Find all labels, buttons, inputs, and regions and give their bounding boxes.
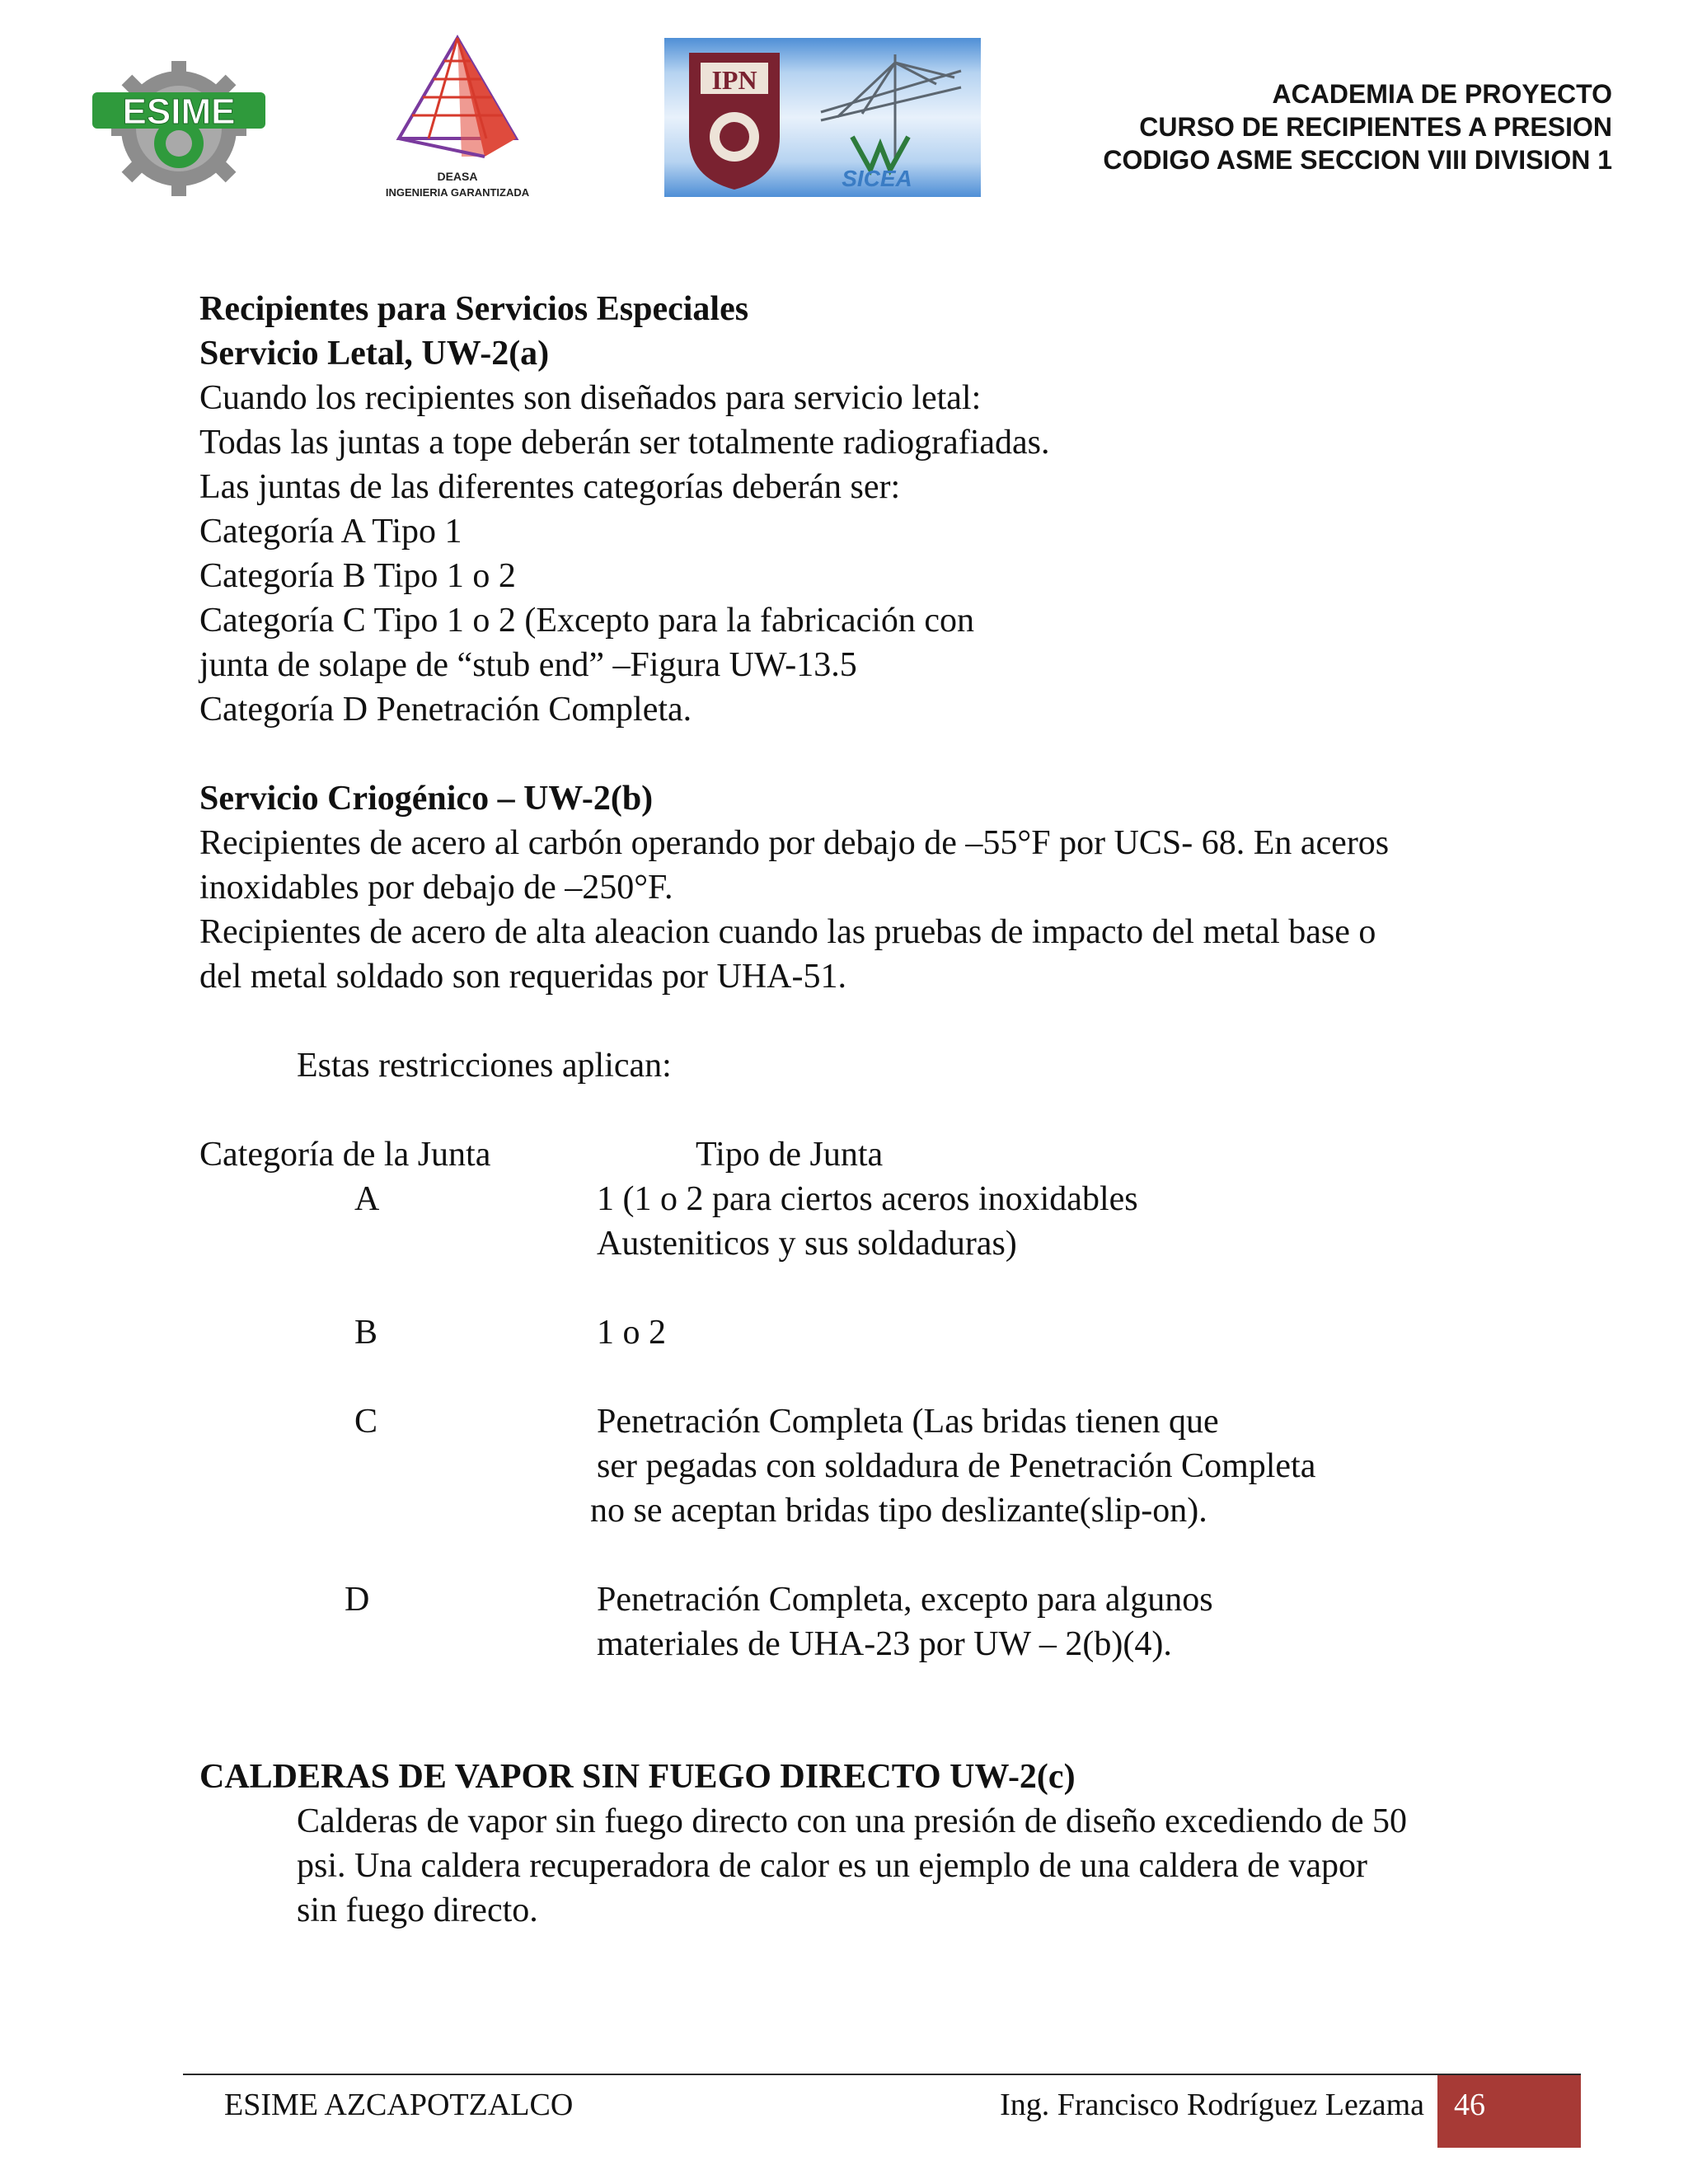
paragraph-line: inoxidables por debajo de –250°F.	[199, 869, 673, 907]
ipn-logo-text: IPN	[711, 65, 757, 95]
table-cell-type-d: materiales de UHA-23 por UW – 2(b)(4).	[597, 1625, 1172, 1663]
ipn-sicea-logo-band	[664, 38, 981, 197]
footer-author: Ing. Francisco Rodríguez Lezama	[1000, 2088, 1424, 2122]
paragraph-line: Todas las juntas a tope deberán ser totalmente radiografiadas.	[199, 424, 1050, 462]
paragraph-line: Recipientes de acero de alta aleacion cuando las pruebas de impacto del metal base o	[199, 913, 1376, 951]
section-heading-cryogenic: Servicio Criogénico – UW-2(b)	[199, 780, 654, 818]
paragraph-line: Calderas de vapor sin fuego directo con una presión de diseño excediendo de 50	[297, 1802, 1408, 1840]
category-line: Categoría B Tipo 1 o 2	[199, 557, 516, 595]
table-cell-type-b: 1 o 2	[597, 1314, 666, 1352]
paragraph-line: Cuando los recipientes son diseñados para servicio letal:	[199, 379, 982, 417]
table-cell-type-d: Penetración Completa, excepto para algunos	[597, 1581, 1213, 1619]
deasa-name: DEASA	[437, 170, 478, 183]
deasa-logo	[363, 33, 552, 198]
deasa-tagline: INGENIERIA GARANTIZADA	[385, 186, 530, 199]
course-header	[1103, 77, 1612, 176]
paragraph-line: del metal soldado son requeridas por UHA-51.	[199, 958, 846, 996]
footer-divider	[183, 2074, 1581, 2075]
category-line: junta de solape de “stub end” –Figura UW-13.5	[199, 646, 857, 684]
table-cell-type-c: no se aceptan bridas tipo deslizante(slip-on).	[590, 1492, 1207, 1530]
table-header-category: Categoría de la Junta	[199, 1136, 491, 1174]
section-heading-special-services: Recipientes para Servicios Especiales	[199, 290, 749, 328]
category-line: Categoría C Tipo 1 o 2 (Excepto para la fabricación con	[199, 602, 975, 640]
header-line-3: CODIGO ASME SECCION VIII DIVISION 1	[1103, 145, 1612, 175]
table-cell-category-c: C	[354, 1403, 378, 1441]
header-line-2: CURSO DE RECIPIENTES A PRESION	[1139, 112, 1612, 142]
category-line: Categoría A Tipo 1	[199, 513, 462, 551]
esime-logo-text: ESIME	[122, 91, 236, 132]
table-cell-type-c: Penetración Completa (Las bridas tienen que	[597, 1403, 1219, 1441]
subheading-lethal-service: Servicio Letal, UW-2(a)	[199, 335, 550, 373]
table-cell-category-a: A	[354, 1180, 380, 1218]
paragraph-line: sin fuego directo.	[297, 1891, 538, 1929]
paragraph-line: psi. Una caldera recuperadora de calor es un ejemplo de una caldera de vapor	[297, 1847, 1368, 1885]
table-cell-category-b: B	[354, 1314, 378, 1352]
page-number-box	[1437, 2075, 1581, 2148]
section-heading-unfired-boilers: CALDERAS DE VAPOR SIN FUEGO DIRECTO UW-2(c)	[199, 1758, 1076, 1796]
table-header-type: Tipo de Junta	[696, 1136, 884, 1174]
table-cell-type-a: Austeniticos y sus soldaduras)	[597, 1225, 1017, 1263]
sicea-logo-text: SICEA	[842, 166, 912, 191]
page-number: 46	[1454, 2088, 1485, 2122]
table-cell-type-c: ser pegadas con soldadura de Penetración Completa	[597, 1447, 1316, 1485]
restrictions-intro: Estas restricciones aplican:	[297, 1047, 672, 1085]
footer-school: ESIME AZCAPOTZALCO	[224, 2088, 574, 2122]
paragraph-line: Recipientes de acero al carbón operando por debajo de –55°F por UCS- 68. En aceros	[199, 824, 1390, 862]
header-line-1: ACADEMIA DE PROYECTO	[1272, 79, 1612, 109]
category-line: Categoría D Penetración Completa.	[199, 691, 692, 729]
paragraph-line: Las juntas de las diferentes categorías deberán ser:	[199, 468, 901, 506]
esime-logo	[92, 53, 265, 201]
table-cell-category-d: D	[345, 1581, 370, 1619]
table-cell-type-a: 1 (1 o 2 para ciertos aceros inoxidables	[597, 1180, 1138, 1218]
